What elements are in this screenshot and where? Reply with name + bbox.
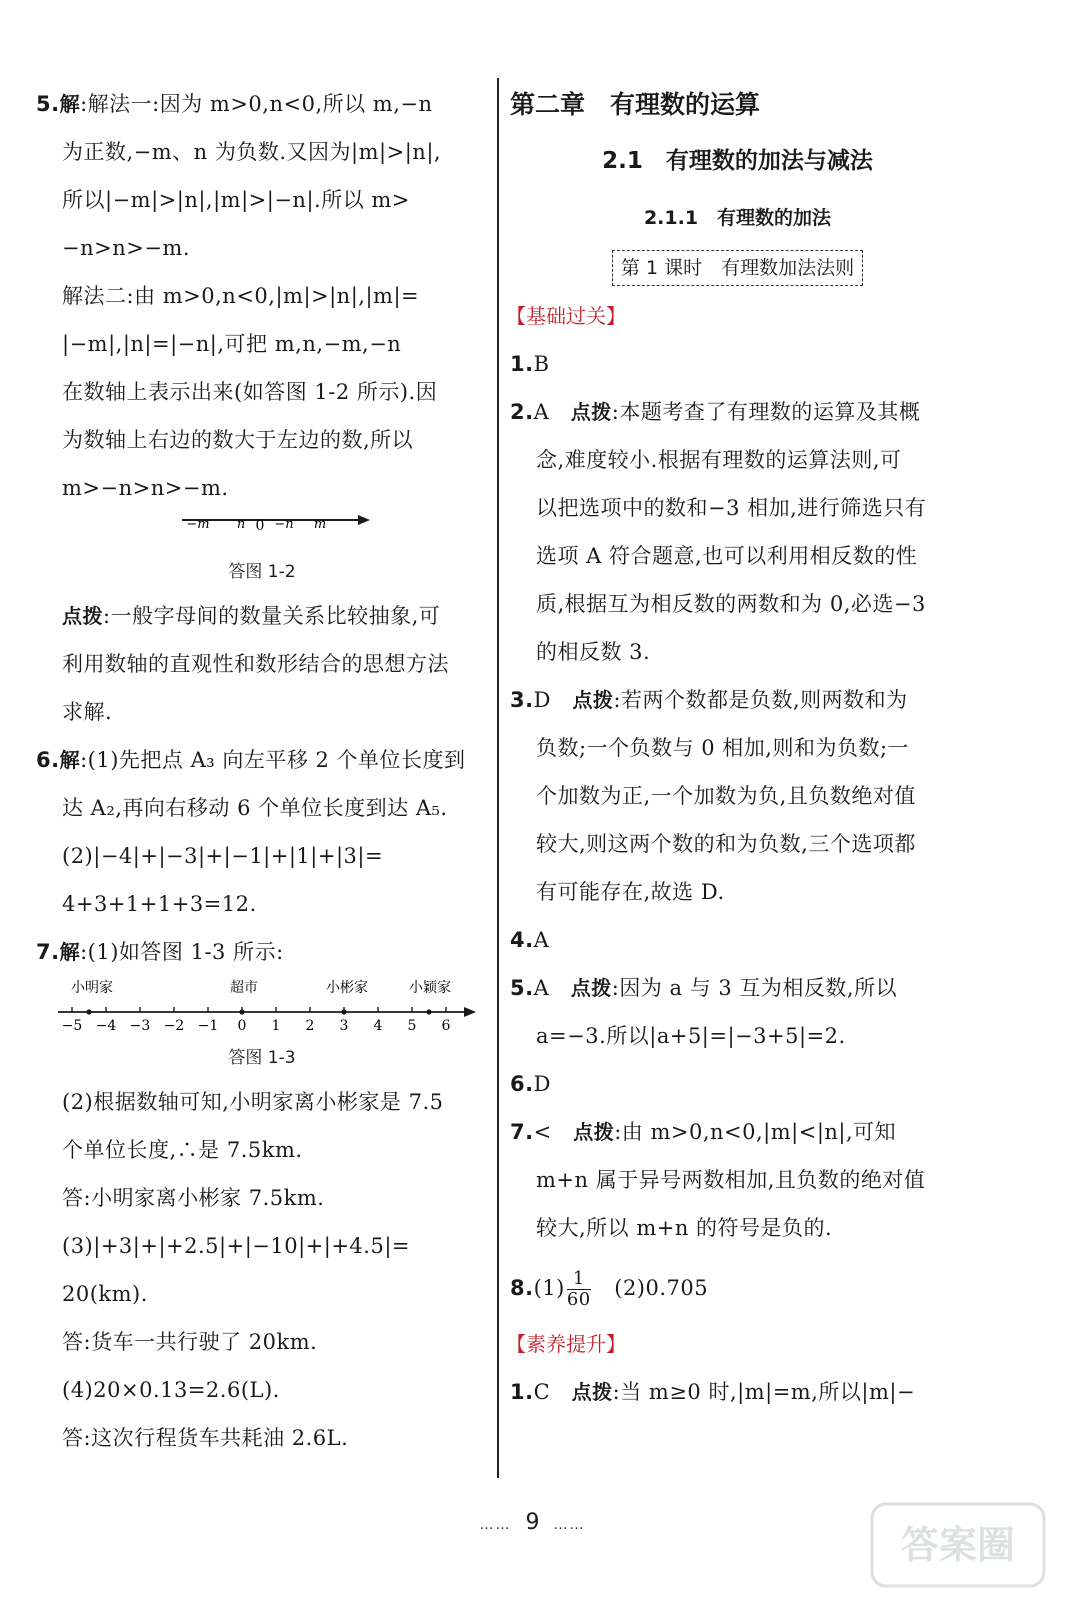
- answer-7-text-1: :由 m>0,n<0,|m|<|n|,可知: [614, 1120, 897, 1144]
- answer-3-line-4: 较大,则这两个数的和为负数,三个选项都: [536, 832, 916, 856]
- answer-b1-line-1: [510, 1368, 965, 1416]
- axis-arrow: [464, 1007, 476, 1017]
- q7-line-6: 20(km).: [62, 1282, 148, 1306]
- section-tag-advanced: 【素养提升】: [506, 1332, 626, 1356]
- place-label-xiaobin: 小彬家: [326, 980, 368, 996]
- place-dot: [239, 1009, 244, 1014]
- answer-7-line-2: m+n 属于异号两数相加,且负数的绝对值: [536, 1168, 926, 1192]
- answer-4-number: 4.: [510, 928, 534, 952]
- answer-5-text-1: :因为 a 与 3 互为相反数,所以: [611, 976, 898, 1000]
- place-label-xiaoming: 小明家: [71, 980, 113, 996]
- answer-5-tip-label: 点拨: [570, 976, 612, 1000]
- tick-label: 5: [407, 1018, 417, 1034]
- q5-line-8: 为数轴上右边的数大于左边的数,所以: [62, 428, 414, 452]
- answer-8-part-2: (2)0.705: [614, 1276, 709, 1300]
- q5-line-9: m>−n>n>−m.: [62, 476, 229, 500]
- number-line-figure-1-2: [36, 512, 488, 552]
- answer-2-choice: A: [533, 400, 550, 424]
- section-tag-basic: 【基础过关】: [506, 304, 626, 328]
- q7-line-9: 答:这次行程货车共耗油 2.6L.: [62, 1426, 349, 1450]
- answer-1-text: B: [533, 352, 550, 376]
- answer-3-choice: D: [533, 688, 551, 712]
- q7-line-8: (4)20×0.13=2.6(L).: [62, 1378, 280, 1402]
- footer-dots-left: ……: [479, 1517, 512, 1533]
- fraction-numerator: 1: [567, 1269, 591, 1290]
- q6-number: 6.: [36, 748, 60, 772]
- q6-line-4: 4+3+1+1+3=12.: [62, 892, 257, 916]
- answer-2-line-3: 以把选项中的数和−3 相加,进行筛选只有: [536, 496, 927, 520]
- q7-text-1: :(1)如答图 1-3 所示:: [80, 940, 284, 964]
- answer-b1-number: 1.: [510, 1380, 534, 1404]
- answer-5-choice: A: [533, 976, 550, 1000]
- answer-2-line-4: 选项 A 符合题意,也可以利用相反数的性: [536, 544, 918, 568]
- answer-7-choice: <: [533, 1120, 552, 1144]
- number-line-1-3: [36, 976, 488, 1038]
- footer-dots-right: ……: [553, 1517, 586, 1533]
- q5-line-2: 为正数,−m、n 为负数.又因为|m|>|n|,: [62, 140, 442, 164]
- tick-label: 2: [305, 1018, 315, 1034]
- axis-label-neg-m: −m: [186, 517, 210, 532]
- q5-line-1: [36, 80, 488, 128]
- q7-line-7: 答:货车一共行驶了 20km.: [62, 1330, 318, 1354]
- q5-tip-line-2: 利用数轴的直观性和数形结合的思想方法: [62, 652, 449, 676]
- answer-6-text: D: [533, 1072, 551, 1096]
- page-number: 9: [525, 1510, 540, 1535]
- fraction-denominator: 60: [566, 1289, 591, 1310]
- answer-3-line-1: [510, 676, 965, 724]
- answer-2-line-2: 念,难度较小.根据有理数的运算法则,可: [536, 448, 902, 472]
- answer-3-line-3: 个加数为正,一个加数为负,且负数绝对值: [536, 784, 916, 808]
- place-dot: [426, 1009, 431, 1014]
- answer-3-tip-label: 点拨: [572, 688, 614, 712]
- answer-5-line-1: [510, 964, 965, 1012]
- tick-label: −1: [197, 1018, 219, 1034]
- answer-1-number: 1.: [510, 352, 534, 376]
- answer-b1-text-1: :当 m≥0 时,|m|=m,所以|m|−: [612, 1380, 916, 1404]
- place-dot: [341, 1009, 346, 1014]
- q6-text-1: :(1)先把点 A₃ 向左平移 2 个单位长度到: [80, 748, 466, 772]
- answer-2-line-5: 质,根据互为相反数的两数和为 0,必选−3: [536, 592, 926, 616]
- watermark-logo: [868, 1500, 1048, 1590]
- q7-line-5: (3)|+3|+|+2.5|+|−10|+|+4.5|=: [62, 1234, 410, 1258]
- answer-4-text: A: [533, 928, 550, 952]
- answer-b1-choice: C: [533, 1380, 551, 1404]
- q5-tip-text-1: :一般字母间的数量关系比较抽象,可: [103, 604, 441, 628]
- q5-line-5: 解法二:由 m>0,n<0,|m|>|n|,|m|=: [62, 284, 420, 308]
- axis-label-neg-n: −n: [274, 517, 294, 532]
- left-column: [36, 80, 488, 1462]
- answer-8-fraction: [567, 1269, 591, 1310]
- answer-7-number: 7.: [510, 1120, 534, 1144]
- figure-caption-1-2: 答图 1-2: [228, 562, 296, 582]
- q7-label: 解: [59, 940, 81, 964]
- axis-label-zero: 0: [255, 518, 265, 534]
- watermark-text: 答案圈: [900, 1523, 1016, 1567]
- answer-4: [510, 916, 965, 964]
- place-dot: [86, 1009, 91, 1014]
- q7-line-2: (2)根据数轴可知,小明家离小彬家是 7.5: [62, 1090, 444, 1114]
- tick-label: −4: [95, 1018, 117, 1034]
- q5-line-4: −n>n>−m.: [62, 236, 191, 260]
- q5-tip-line-3: 求解.: [62, 700, 113, 724]
- place-label-xiaoying: 小颖家: [409, 980, 451, 996]
- answer-6-number: 6.: [510, 1072, 534, 1096]
- answer-b1-tip-label: 点拨: [571, 1380, 613, 1404]
- answer-7-line-1: [510, 1108, 965, 1156]
- tick-label: −3: [129, 1018, 151, 1034]
- tick-label: 4: [373, 1018, 383, 1034]
- tick-label: −5: [61, 1018, 83, 1034]
- lesson-title: 第 1 课时 有理数加法法则: [612, 250, 863, 286]
- q7-line-3: 个单位长度,∴是 7.5km.: [62, 1138, 303, 1162]
- axis-arrow: [358, 515, 370, 525]
- answer-3-line-2: 负数;一个负数与 0 相加,则和为负数;一: [536, 736, 910, 760]
- subsection-title: 2.1.1 有理数的加法: [643, 207, 832, 229]
- q6-label: 解: [59, 748, 81, 772]
- answer-2-number: 2.: [510, 400, 534, 424]
- answer-2-tip-label: 点拨: [570, 400, 612, 424]
- q5-tip-line-1: [36, 592, 488, 640]
- answer-7-tip-label: 点拨: [573, 1120, 615, 1144]
- answer-8-part-1: (1): [533, 1276, 565, 1300]
- tick-label: 1: [271, 1018, 281, 1034]
- figure-caption-1-3: 答图 1-3: [228, 1048, 296, 1068]
- q5-line-6: |−m|,|n|=|−n|,可把 m,n,−m,−n: [62, 332, 402, 356]
- axis-label-m: m: [313, 517, 327, 532]
- answer-8-number: 8.: [510, 1276, 534, 1300]
- tick-label: 3: [339, 1018, 349, 1034]
- q5-label: 解: [59, 92, 81, 116]
- tick-label: 0: [237, 1018, 247, 1034]
- q5-line-3: 所以|−m|>|n|,|m|>|−n|.所以 m>: [62, 188, 410, 212]
- lesson-title-wrap: [510, 250, 965, 286]
- place-label-supermarket: 超市: [230, 980, 258, 996]
- answer-5-number: 5.: [510, 976, 534, 1000]
- q5-number: 5.: [36, 92, 60, 116]
- answer-1: [510, 340, 965, 388]
- tick-label: −2: [163, 1018, 185, 1034]
- answer-3-text-1: :若两个数都是负数,则两数和为: [613, 688, 908, 712]
- answer-3-number: 3.: [510, 688, 534, 712]
- q7-number: 7.: [36, 940, 60, 964]
- q6-line-1: [36, 736, 488, 784]
- axis-label-n: n: [236, 517, 246, 532]
- q5-tip-label: 点拨: [62, 604, 103, 628]
- number-line-figure-1-3: [36, 976, 488, 1038]
- chapter-title: 第二章 有理数的运算: [510, 90, 761, 119]
- q6-line-3: (2)|−4|+|−3|+|−1|+|1|+|3|=: [62, 844, 384, 868]
- q7-line-4: 答:小明家离小彬家 7.5km.: [62, 1186, 325, 1210]
- q5-line-7: 在数轴上表示出来(如答图 1-2 所示).因: [62, 380, 438, 404]
- answer-2-line-1: [510, 388, 965, 436]
- tick-label: 6: [441, 1018, 451, 1034]
- q7-line-1: [36, 928, 488, 976]
- answer-6: [510, 1060, 965, 1108]
- answer-8: [510, 1256, 965, 1320]
- right-column: [506, 80, 965, 1416]
- answer-3-line-5: 有可能存在,故选 D.: [536, 880, 725, 904]
- q6-line-2: 达 A₂,再向右移动 6 个单位长度到达 A₅.: [62, 796, 448, 820]
- column-divider: [497, 78, 499, 1478]
- answer-5-line-2: a=−3.所以|a+5|=|−3+5|=2.: [536, 1024, 846, 1048]
- answer-2-line-6: 的相反数 3.: [536, 640, 651, 664]
- number-line-1-2: [36, 512, 488, 552]
- answer-2-text-1: :本题考查了有理数的运算及其概: [611, 400, 921, 424]
- answer-7-line-3: 较大,所以 m+n 的符号是负的.: [536, 1216, 833, 1240]
- section-title: 2.1 有理数的加法与减法: [602, 148, 873, 174]
- q5-text-1: :解法一:因为 m>0,n<0,所以 m,−n: [80, 92, 433, 116]
